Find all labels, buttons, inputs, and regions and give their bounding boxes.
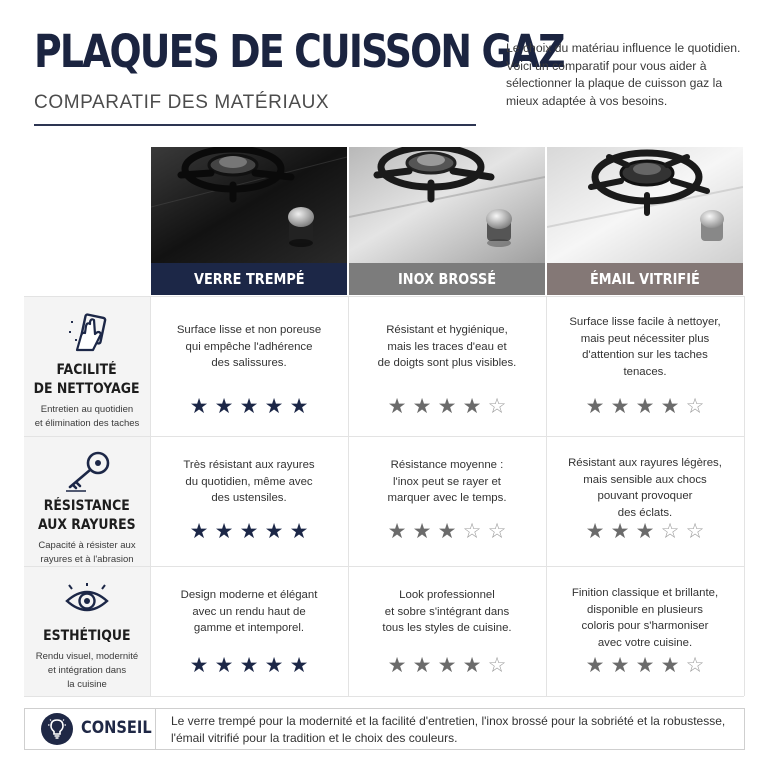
criterion-rayures (24, 437, 150, 566)
photo-email-vitrifie (547, 147, 743, 263)
table-cell (349, 457, 545, 557)
star-filled-icon: ★ (239, 395, 259, 418)
page-title: PLAQUES DE CUISSON GAZ (34, 25, 564, 78)
photo-verre-trempe (151, 147, 347, 263)
star-filled-icon: ★ (610, 520, 630, 543)
page-subtitle: COMPARATIF DES MATÉRIAUX (34, 92, 330, 113)
key-icon (62, 449, 112, 493)
table-cell (151, 457, 347, 557)
conseil-divider (155, 709, 156, 749)
star-empty-icon: ☆ (660, 520, 680, 543)
table-cell (547, 455, 743, 559)
rating-stars (349, 521, 545, 543)
rating-stars (151, 521, 347, 543)
cell-text: Résistant et hygiénique, mais les traces d'eau et de doigts sont plus visibles. (377, 324, 517, 369)
star-filled-icon: ★ (387, 654, 407, 677)
label-material-0: VERRE TREMPÉ (151, 263, 347, 295)
star-filled-icon: ★ (635, 520, 655, 543)
cell-text: Finition classique et brillante, disponible en plusieurs coloris pour s'harmoniser avec votre cuisine. (571, 587, 719, 649)
star-filled-icon: ★ (189, 654, 209, 677)
star-filled-icon: ★ (585, 395, 605, 418)
criterion-title: FACILITÉ DE NETTOYAGE (34, 362, 140, 397)
star-empty-icon: ☆ (462, 520, 482, 543)
star-filled-icon: ★ (585, 654, 605, 677)
star-filled-icon: ★ (437, 395, 457, 418)
table-cell (547, 585, 743, 689)
star-filled-icon: ★ (264, 395, 284, 418)
table-cell (349, 322, 545, 432)
criterion-desc: Rendu visuel, modernité et intégration dans la cuisine (35, 651, 139, 690)
cell-text: Design moderne et élégant avec un rendu haut de gamme et intemporel. (180, 589, 318, 634)
star-filled-icon: ★ (387, 520, 407, 543)
criterion-esthetique (24, 567, 150, 696)
label-material-2: ÉMAIL VITRIFIÉ (547, 263, 743, 295)
star-filled-icon: ★ (239, 654, 259, 677)
star-filled-icon: ★ (412, 520, 432, 543)
star-filled-icon: ★ (289, 395, 309, 418)
star-filled-icon: ★ (189, 395, 209, 418)
cell-text: Surface lisse facile à nettoyer, mais peut nécessiter plus d'attention sur les taches tenaces. (569, 316, 721, 378)
intro-text: Le choix du matériau influence le quotidien. Voici un comparatif pour vous aider à sélectionner la plaque de cuisson gaz la mieux adaptée à vos besoins. (506, 41, 741, 108)
star-empty-icon: ☆ (685, 395, 705, 418)
star-filled-icon: ★ (412, 654, 432, 677)
criterion-title: RÉSISTANCE AUX RAYURES (38, 498, 136, 533)
rating-stars (547, 396, 743, 418)
star-filled-icon: ★ (239, 520, 259, 543)
star-empty-icon: ☆ (685, 654, 705, 677)
star-filled-icon: ★ (214, 654, 234, 677)
header-divider (34, 124, 476, 126)
criterion-nettoyage (24, 297, 150, 436)
star-filled-icon: ★ (610, 395, 630, 418)
rating-stars (349, 655, 545, 677)
cell-text: Résistance moyenne : l'inox peut se rayer et marquer avec le temps. (387, 459, 507, 504)
star-filled-icon: ★ (289, 520, 309, 543)
cell-text: Résistant aux rayures légères, mais sensible aux chocs pouvant provoquer des éclats. (568, 457, 722, 519)
star-filled-icon: ★ (214, 395, 234, 418)
rating-stars (547, 521, 743, 543)
lightbulb-icon (41, 713, 73, 745)
rating-stars (547, 655, 743, 677)
star-empty-icon: ☆ (487, 520, 507, 543)
star-filled-icon: ★ (437, 654, 457, 677)
rating-stars (349, 396, 545, 418)
star-filled-icon: ★ (660, 395, 680, 418)
star-filled-icon: ★ (189, 520, 209, 543)
conseil-title: CONSEIL (81, 718, 152, 738)
star-filled-icon: ★ (264, 654, 284, 677)
table-cell (151, 322, 347, 432)
star-filled-icon: ★ (462, 654, 482, 677)
criterion-desc: Entretien au quotidien et élimination des taches (34, 404, 140, 429)
grid-line (744, 296, 745, 696)
cell-text: Surface lisse et non poreuse qui empêche l'adhérence des salissures. (176, 324, 322, 369)
rating-stars (151, 655, 347, 677)
star-filled-icon: ★ (462, 395, 482, 418)
cleaning-hand-icon (63, 309, 111, 357)
star-filled-icon: ★ (264, 520, 284, 543)
eye-icon (64, 579, 110, 623)
criterion-desc: Capacité à résister aux rayures et à l'abrasion (38, 540, 136, 565)
star-empty-icon: ☆ (487, 395, 507, 418)
label-material-1: INOX BROSSÉ (349, 263, 545, 295)
grid-line (24, 696, 744, 697)
star-filled-icon: ★ (660, 654, 680, 677)
rating-stars (151, 396, 347, 418)
table-cell (151, 587, 347, 687)
star-filled-icon: ★ (214, 520, 234, 543)
star-filled-icon: ★ (289, 654, 309, 677)
photo-inox-brosse (349, 147, 545, 263)
conseil-text: Le verre trempé pour la modernité et la facilité d'entretien, l'inox brossé pour la sobriété et la robustesse, l'émail vitrifié pour la tradition et le choix des couleurs. (171, 714, 726, 745)
cell-text: Très résistant aux rayures du quotidien, même avec des ustensiles. (183, 459, 315, 504)
conseil-box (24, 708, 745, 750)
table-cell (547, 314, 743, 432)
star-empty-icon: ☆ (685, 520, 705, 543)
criterion-title: ESTHÉTIQUE (43, 628, 131, 644)
star-filled-icon: ★ (635, 654, 655, 677)
star-filled-icon: ★ (585, 520, 605, 543)
cell-text: Look professionnel et sobre s'intégrant dans tous les styles de cuisine. (382, 589, 512, 634)
star-empty-icon: ☆ (487, 654, 507, 677)
star-filled-icon: ★ (610, 654, 630, 677)
star-filled-icon: ★ (635, 395, 655, 418)
star-filled-icon: ★ (387, 395, 407, 418)
star-filled-icon: ★ (437, 520, 457, 543)
table-cell (349, 587, 545, 687)
star-filled-icon: ★ (412, 395, 432, 418)
